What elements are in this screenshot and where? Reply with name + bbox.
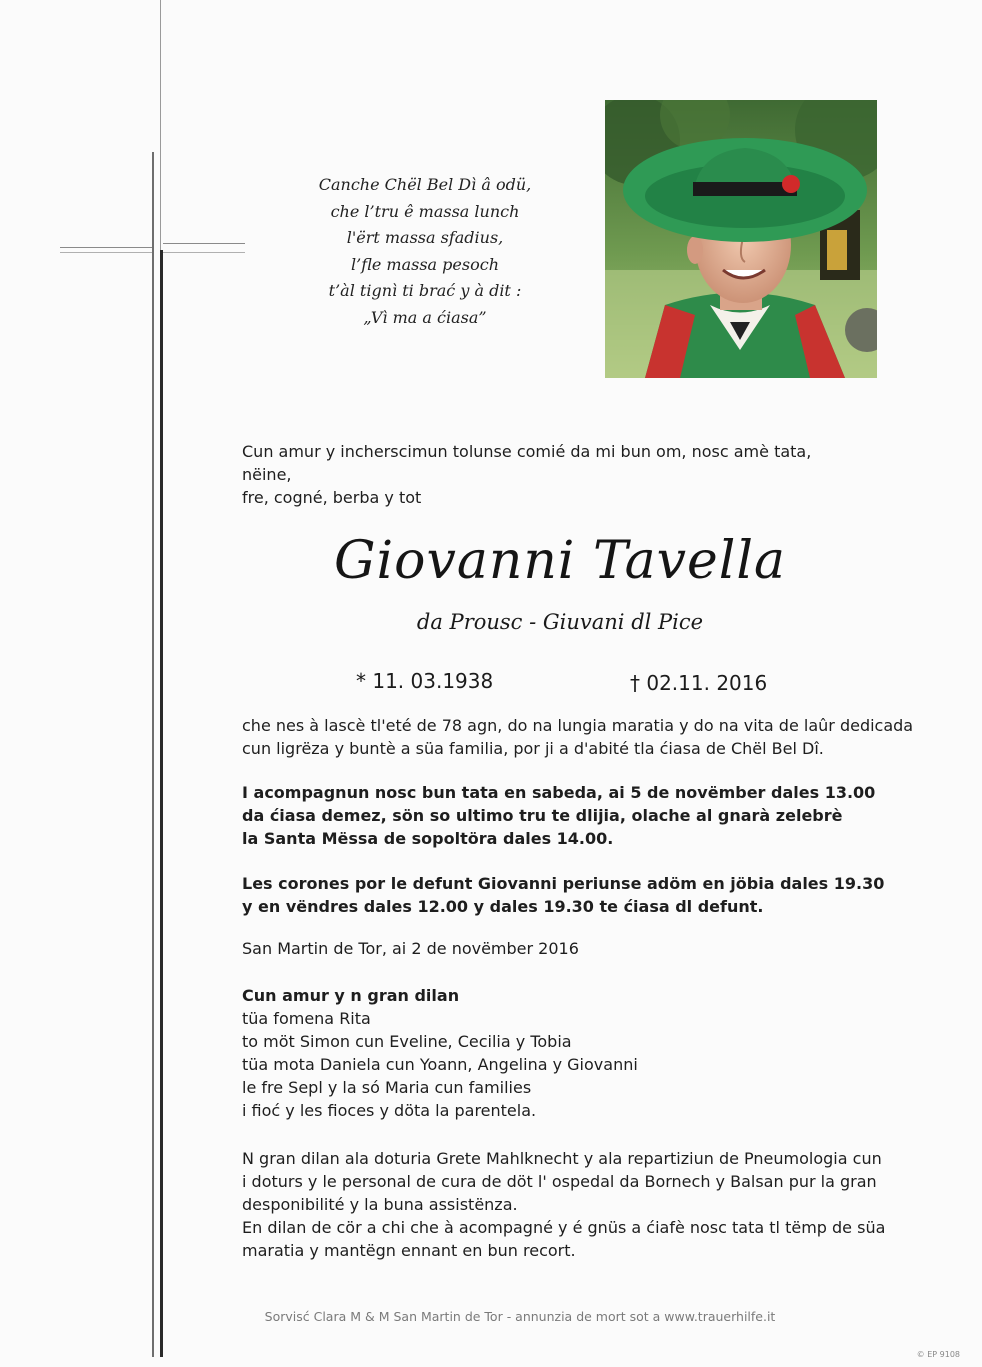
- text-line: che nes à lascè tl'eté de 78 agn, do na lungia maratia y do na vita de laûr dedicada: [242, 716, 914, 735]
- poem-line: t’àl tignì ti brać y à dit :: [328, 281, 522, 300]
- thanks-paragraph: [242, 1147, 886, 1262]
- poem-line: „Vì ma a ćiasa”: [363, 307, 487, 327]
- cross-arm-left-lower: [60, 252, 152, 253]
- mourner-line: to möt Simon cun Eveline, Cecilia y Tobia: [242, 1032, 572, 1051]
- mourner-line: tüa mota Daniela cun Yoann, Angelina y Giovanni: [242, 1055, 638, 1074]
- poem: [300, 172, 550, 331]
- text-line: Les corones por le defunt Giovanni periunse adöm en jöbia dales 19.30: [242, 874, 885, 893]
- deceased-name: Giovanni Tavella: [333, 531, 787, 591]
- place-date: [242, 937, 882, 960]
- cross-arm-right-lower: [163, 252, 245, 253]
- birth-date: * 11. 03.1938: [356, 669, 494, 693]
- text-line: da ćiasa demez, sön so ultimo tru te dlijia, olache al gnarà zelebrè: [242, 806, 843, 825]
- intro-line: Cun amur y incherscimun tolunse comié da mi bun om, nosc amè tata, nëine,: [242, 442, 812, 484]
- mourner-line: le fre Sepl y la só Maria cun families: [242, 1078, 532, 1097]
- poem-line: Canche Chël Bel Dì â odü,: [318, 175, 532, 194]
- death-date: † 02.11. 2016: [630, 671, 768, 695]
- text-line: la Santa Mëssa de sopoltöra dales 14.00.: [242, 829, 614, 848]
- text-line: En dilan de cör a chi che à acompagné y é gnüs a ćiafè nosc tata tl tëmp de süa: [242, 1218, 886, 1237]
- deceased-nickname: da Prousc - Giuvani dl Pice: [416, 610, 704, 634]
- text-line: cun ligrëza y buntè a süa familia, por ji a d'abité tla ćiasa de Chël Bel Dî.: [242, 739, 824, 758]
- print-code: © EP 9108: [916, 1350, 960, 1359]
- text-line: i doturs y le personal de cura de döt l' ospedal da Bornech y Balsan pur la gran: [242, 1172, 877, 1191]
- poem-line: che l’tru ê massa lunch: [330, 201, 520, 221]
- text-line: N gran dilan ala doturia Grete Mahlknecht y ala repartiziun de Pneumologia cun: [242, 1149, 882, 1168]
- rosary-paragraph: [242, 872, 885, 918]
- mourners-heading: Cun amur y n gran dilan: [242, 986, 460, 1005]
- text-line: San Martin de Tor, ai 2 de novëmber 2016: [242, 939, 579, 958]
- cross-arm-left: [60, 247, 152, 248]
- life-paragraph: [242, 714, 914, 760]
- text-line: I acompagnun nosc bun tata en sabeda, ai 5 de novëmber dales 13.00: [242, 783, 876, 802]
- cross-vertical-right: [160, 250, 163, 1357]
- mourner-line: tüa fomena Rita: [242, 1009, 371, 1028]
- intro-line: fre, cogné, berba y tot: [242, 488, 422, 507]
- footer-service-note: Sorvisć Clara M & M San Martin de Tor - annunzia de mort sot a www.trauerhilfe.it: [264, 1309, 776, 1324]
- mourners-list: [242, 984, 882, 1122]
- mourner-line: i fioć y les fioces y döta la parentela.: [242, 1101, 537, 1120]
- text-line: y en vëndres dales 12.00 y dales 19.30 te ćiasa dl defunt.: [242, 897, 764, 916]
- funeral-paragraph: [242, 781, 882, 850]
- text-line: desponibilité y la buna assistënza.: [242, 1195, 518, 1214]
- cross-arm-right: [163, 243, 245, 244]
- poem-line: l’fle massa pesoch: [350, 254, 499, 274]
- cross-vertical-left: [152, 152, 154, 1357]
- poem-line: l'ërt massa sfadius,: [346, 228, 504, 247]
- text-line: maratia y mantëgn ennant en bun recort.: [242, 1241, 576, 1260]
- intro-text: [242, 440, 862, 509]
- portrait-photo: [605, 100, 877, 378]
